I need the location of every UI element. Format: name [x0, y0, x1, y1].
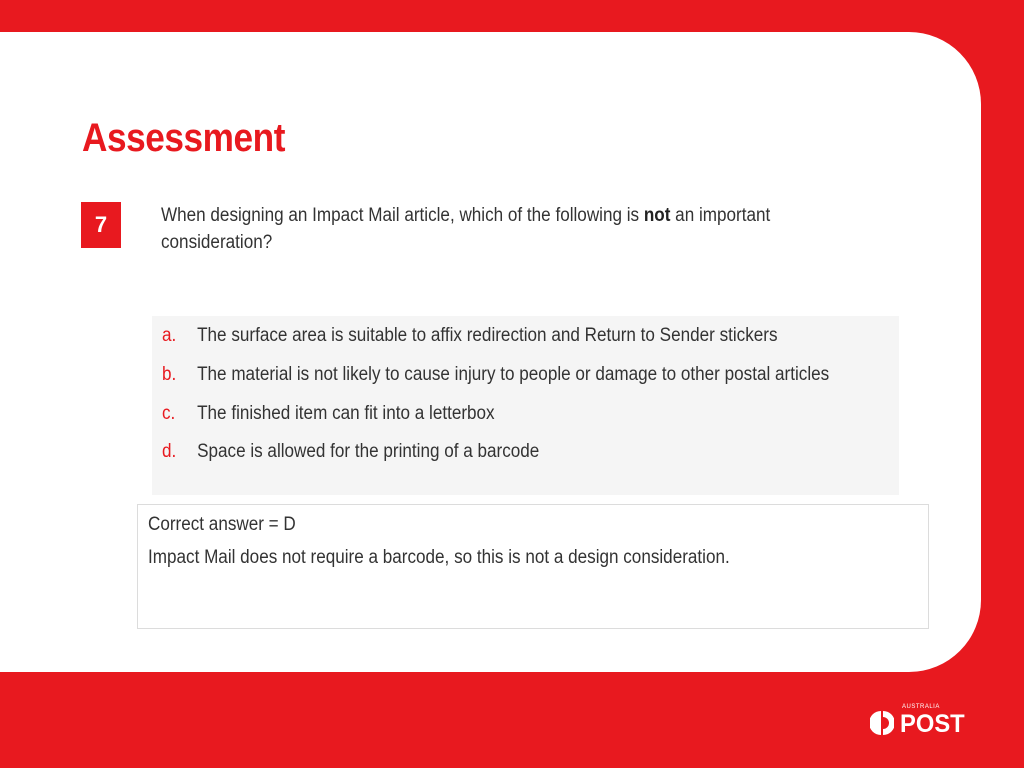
question-emphasis: not — [643, 205, 671, 226]
option-letter: b. — [162, 364, 177, 385]
option-d[interactable] — [162, 439, 539, 465]
option-letter: c. — [162, 403, 176, 424]
question-number-badge: 7 — [81, 202, 121, 248]
option-text: Space is allowed for the printing of a barcode — [197, 441, 540, 462]
option-c[interactable] — [162, 401, 495, 427]
answer-explanation: Impact Mail does not require a barcode, so this is not a design consideration. — [148, 547, 730, 568]
question-text-end: an important consideration? — [161, 205, 771, 253]
option-text: The material is not likely to cause injury to people or damage to other postal articles — [197, 364, 830, 385]
australia-post-logo-icon — [870, 710, 894, 736]
answer-options — [152, 316, 899, 495]
australia-post-logo — [870, 704, 980, 740]
option-text: The finished item can fit into a letterbox — [197, 403, 495, 424]
option-text: The surface area is suitable to affix redirection and Return to Sender stickers — [197, 325, 778, 346]
question-text-start: When designing an Impact Mail article, which of the following is — [161, 205, 644, 226]
correct-answer-label: Correct answer = D — [148, 514, 296, 535]
question-text — [161, 202, 791, 256]
answer-box — [137, 504, 929, 629]
option-b[interactable] — [162, 362, 829, 388]
option-letter: d. — [162, 441, 177, 462]
option-a[interactable] — [162, 323, 778, 349]
option-letter: a. — [162, 325, 177, 346]
slide-title: Assessment — [82, 116, 286, 160]
logo-brand-text: POST — [900, 710, 965, 738]
logo-small-text: AUSTRALIA — [902, 704, 940, 710]
